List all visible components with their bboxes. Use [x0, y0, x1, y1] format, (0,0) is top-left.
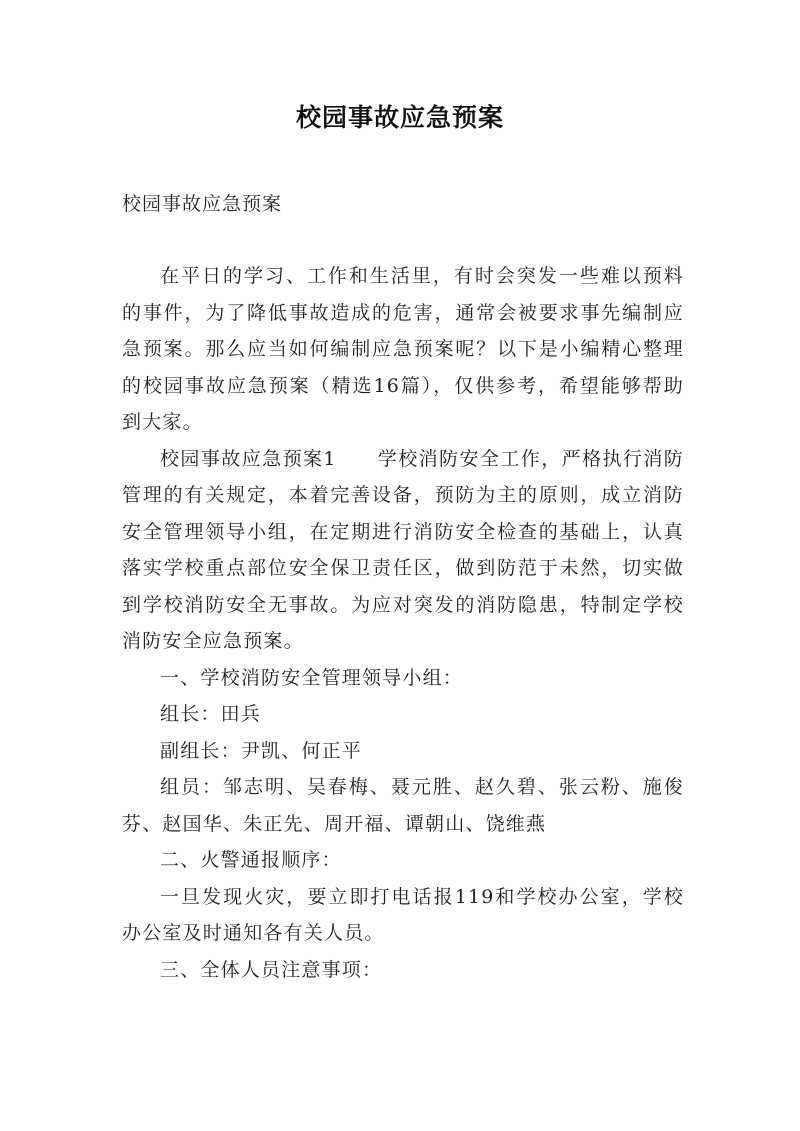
document-subtitle: 校园事故应急预案: [122, 193, 283, 215]
paragraph-members: 组员：邹志明、吴春梅、聂元胜、赵久碧、张云粉、施俊芬、赵国华、朱正先、周开福、谭朝山、饶维燕: [122, 776, 684, 835]
paragraph-plan-1: 校园事故应急预案1 学校消防安全工作，严格执行消防管理的有关规定，本着完善设备，预防为主的原则，成立消防安全管理领导小组，在定期进行消防安全检查的基础上，认真落实学校重点部位安全保卫责任区，做到防范于未然，切实做到学校消防安全无事故。为应对突发的消防隐患，特制定学校消防安全应急预案。: [122, 447, 684, 652]
document-body: [122, 258, 684, 988]
paragraph-deputy-leaders: 副组长：尹凯、何正平: [160, 739, 363, 762]
paragraph-intro: 在平日的学习、工作和生活里，有时会突发一些难以预料的事件，为了降低事故造成的危害，通常会被要求事先编制应急预案。那么应当如何编制应急预案呢？以下是小编精心整理的校园事故应急预案（精选16篇），仅供参考，希望能够帮助到大家。: [122, 265, 684, 433]
section-heading-leadership: 一、学校消防安全管理领导小组：: [160, 666, 464, 689]
section-heading-notes: 三、全体人员注意事项：: [160, 958, 383, 981]
paragraph-leader: 组长：田兵: [160, 703, 262, 725]
document-title: 校园事故应急预案: [295, 103, 504, 132]
paragraph-fire-alarm: 一旦发现火灾，要立即打电话报119和学校办公室，学校办公室及时通知各有关人员。: [122, 885, 684, 944]
section-heading-fire-alarm: 二、火警通报顺序：: [160, 849, 342, 871]
